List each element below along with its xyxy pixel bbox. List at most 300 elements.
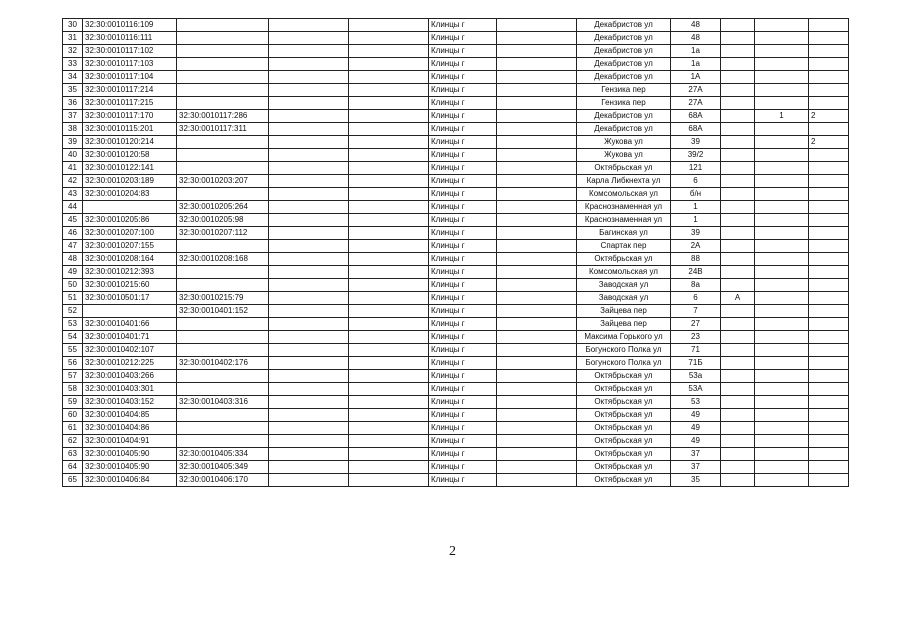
table-cell — [349, 435, 429, 448]
table-cell: Клинцы г — [429, 357, 497, 370]
table-cell — [809, 19, 849, 32]
table-cell: 2 — [809, 110, 849, 123]
table-cell — [269, 45, 349, 58]
table-cell — [349, 123, 429, 136]
table-cell: Краснознаменная ул — [577, 201, 671, 214]
table-cell: Клинцы г — [429, 201, 497, 214]
table-cell — [497, 110, 577, 123]
table-cell — [269, 175, 349, 188]
table-cell — [721, 331, 755, 344]
table-cell — [721, 279, 755, 292]
table-cell: 68А — [671, 110, 721, 123]
table-cell — [809, 344, 849, 357]
table-cell — [755, 214, 809, 227]
table-cell — [755, 136, 809, 149]
table-cell: 32:30:0010117:104 — [83, 71, 177, 84]
table-cell — [349, 266, 429, 279]
table-cell: Заводская ул — [577, 292, 671, 305]
table-cell: 121 — [671, 162, 721, 175]
table-cell — [755, 97, 809, 110]
table-cell — [721, 19, 755, 32]
table-cell: 43 — [63, 188, 83, 201]
table-cell: 32:30:0010401:66 — [83, 318, 177, 331]
table-cell: Клинцы г — [429, 266, 497, 279]
table-cell: Клинцы г — [429, 84, 497, 97]
table-cell: 1 — [671, 201, 721, 214]
table-cell: 8а — [671, 279, 721, 292]
table-cell — [497, 162, 577, 175]
table-cell — [177, 45, 269, 58]
cadastral-table — [62, 18, 849, 487]
table-cell: Карла Либкнехта ул — [577, 175, 671, 188]
table-cell — [497, 214, 577, 227]
table-row — [63, 45, 849, 58]
table-cell: Декабристов ул — [577, 45, 671, 58]
table-cell — [809, 370, 849, 383]
table-cell — [269, 448, 349, 461]
table-cell — [269, 396, 349, 409]
table-cell: Октябрьская ул — [577, 253, 671, 266]
table-cell: Клинцы г — [429, 383, 497, 396]
table-cell — [755, 461, 809, 474]
table-cell — [497, 357, 577, 370]
table-cell — [497, 240, 577, 253]
table-cell — [755, 422, 809, 435]
table-cell — [809, 201, 849, 214]
table-cell: Комсомольская ул — [577, 188, 671, 201]
table-cell — [497, 45, 577, 58]
table-cell — [755, 227, 809, 240]
table-cell — [177, 149, 269, 162]
table-cell — [269, 123, 349, 136]
table-cell: 32:30:0010501:17 — [83, 292, 177, 305]
table-cell: 32:30:0010116:111 — [83, 32, 177, 45]
table-cell: 32:30:0010117:215 — [83, 97, 177, 110]
table-cell — [349, 136, 429, 149]
table-cell — [721, 136, 755, 149]
table-cell — [809, 409, 849, 422]
table-cell — [497, 474, 577, 487]
table-cell — [497, 266, 577, 279]
table-cell — [497, 136, 577, 149]
table-cell — [497, 461, 577, 474]
table-cell — [349, 19, 429, 32]
table-cell — [349, 162, 429, 175]
table-cell — [809, 214, 849, 227]
table-cell — [349, 344, 429, 357]
table-cell — [269, 227, 349, 240]
table-cell — [269, 110, 349, 123]
table-cell — [349, 32, 429, 45]
table-row — [63, 32, 849, 45]
table-cell: 64 — [63, 461, 83, 474]
table-row — [63, 435, 849, 448]
table-cell: 7 — [671, 305, 721, 318]
table-cell: 35 — [63, 84, 83, 97]
table-cell: Клинцы г — [429, 292, 497, 305]
table-cell — [809, 149, 849, 162]
table-cell — [721, 318, 755, 331]
table-cell: 32:30:0010405:90 — [83, 448, 177, 461]
table-cell — [497, 448, 577, 461]
table-cell — [721, 45, 755, 58]
table-cell: 32:30:0010208:164 — [83, 253, 177, 266]
table-cell — [497, 71, 577, 84]
table-cell — [755, 331, 809, 344]
table-cell — [269, 84, 349, 97]
table-cell: 32:30:0010120:58 — [83, 149, 177, 162]
table-cell: 36 — [63, 97, 83, 110]
table-cell — [177, 97, 269, 110]
table-row — [63, 123, 849, 136]
table-row — [63, 253, 849, 266]
table-cell: Клинцы г — [429, 474, 497, 487]
table-cell — [721, 188, 755, 201]
table-cell — [809, 253, 849, 266]
table-cell: 1а — [671, 45, 721, 58]
table-cell — [349, 227, 429, 240]
table-cell — [721, 71, 755, 84]
table-cell — [497, 227, 577, 240]
table-cell: 32:30:0010405:349 — [177, 461, 269, 474]
table-cell — [809, 318, 849, 331]
table-cell: Гензика пер — [577, 84, 671, 97]
table-cell — [177, 370, 269, 383]
table-cell: 51 — [63, 292, 83, 305]
table-cell: Клинцы г — [429, 214, 497, 227]
table-cell — [809, 240, 849, 253]
table-cell — [177, 32, 269, 45]
table-cell — [755, 409, 809, 422]
table-cell — [83, 305, 177, 318]
table-cell — [349, 318, 429, 331]
table-cell — [809, 58, 849, 71]
table-cell — [809, 461, 849, 474]
table-cell: 68А — [671, 123, 721, 136]
table-cell — [349, 45, 429, 58]
table-cell: Клинцы г — [429, 188, 497, 201]
table-cell: 32:30:0010117:170 — [83, 110, 177, 123]
table-cell: Клинцы г — [429, 331, 497, 344]
table-cell — [177, 266, 269, 279]
table-cell — [809, 45, 849, 58]
table-cell: 53 — [63, 318, 83, 331]
table-cell — [497, 19, 577, 32]
table-cell: Клинцы г — [429, 344, 497, 357]
table-cell: 32 — [63, 45, 83, 58]
table-cell — [269, 305, 349, 318]
table-cell: Декабристов ул — [577, 32, 671, 45]
table-cell: 48 — [671, 32, 721, 45]
table-cell: 53А — [671, 383, 721, 396]
table-cell — [721, 422, 755, 435]
table-cell: 35 — [671, 474, 721, 487]
table-cell: Гензика пер — [577, 97, 671, 110]
table-cell — [269, 474, 349, 487]
table-cell — [721, 84, 755, 97]
table-cell: Клинцы г — [429, 123, 497, 136]
table-row — [63, 344, 849, 357]
table-cell — [497, 97, 577, 110]
table-cell — [809, 266, 849, 279]
table-cell — [755, 383, 809, 396]
table-cell: 1А — [671, 71, 721, 84]
table-cell — [269, 97, 349, 110]
table-cell — [809, 188, 849, 201]
table-cell — [349, 188, 429, 201]
table-cell: Декабристов ул — [577, 71, 671, 84]
table-cell — [809, 175, 849, 188]
table-cell: 32:30:0010207:112 — [177, 227, 269, 240]
table-cell — [177, 344, 269, 357]
table-cell: Клинцы г — [429, 461, 497, 474]
table-cell — [269, 357, 349, 370]
table-cell: 2 — [809, 136, 849, 149]
table-cell: 42 — [63, 175, 83, 188]
table-cell: 32:30:0010120:214 — [83, 136, 177, 149]
table-row — [63, 188, 849, 201]
table-row — [63, 175, 849, 188]
table-cell — [269, 162, 349, 175]
table-cell — [809, 331, 849, 344]
table-row — [63, 58, 849, 71]
table-cell: 32:30:0010203:189 — [83, 175, 177, 188]
table-cell — [349, 383, 429, 396]
table-row — [63, 71, 849, 84]
table-cell: Клинцы г — [429, 97, 497, 110]
table-cell — [497, 435, 577, 448]
table-cell: Клинцы г — [429, 253, 497, 266]
table-cell: 32:30:0010117:286 — [177, 110, 269, 123]
table-cell: 48 — [63, 253, 83, 266]
table-cell: 32:30:0010212:393 — [83, 266, 177, 279]
table-cell — [269, 422, 349, 435]
table-cell: Октябрьская ул — [577, 370, 671, 383]
table-cell — [755, 344, 809, 357]
table-cell — [269, 201, 349, 214]
table-cell: 32:30:0010401:71 — [83, 331, 177, 344]
table-cell — [755, 58, 809, 71]
table-cell: Октябрьская ул — [577, 474, 671, 487]
table-cell: Богунского Полка ул — [577, 344, 671, 357]
table-cell — [177, 422, 269, 435]
page-number: 2 — [449, 544, 456, 559]
table-cell — [269, 149, 349, 162]
table-cell: 32:30:0010402:107 — [83, 344, 177, 357]
table-cell: 23 — [671, 331, 721, 344]
table-cell: Клинцы г — [429, 71, 497, 84]
table-cell: Клинцы г — [429, 58, 497, 71]
table-cell — [269, 435, 349, 448]
table-cell — [349, 422, 429, 435]
table-row — [63, 474, 849, 487]
table-cell — [497, 292, 577, 305]
table-cell: 6 — [671, 292, 721, 305]
table-cell: Клинцы г — [429, 240, 497, 253]
table-row — [63, 162, 849, 175]
table-row — [63, 357, 849, 370]
table-cell — [269, 214, 349, 227]
table-cell — [755, 45, 809, 58]
table-cell: 32:30:0010115:201 — [83, 123, 177, 136]
table-cell: Зайцева пер — [577, 318, 671, 331]
table-cell — [497, 396, 577, 409]
table-cell — [755, 19, 809, 32]
table-cell — [269, 292, 349, 305]
table-cell: Декабристов ул — [577, 123, 671, 136]
table-cell: 32:30:0010404:85 — [83, 409, 177, 422]
table-cell: 46 — [63, 227, 83, 240]
table-cell — [755, 279, 809, 292]
table-cell: Клинцы г — [429, 370, 497, 383]
table-cell: 37 — [671, 461, 721, 474]
table-row — [63, 110, 849, 123]
table-cell: 88 — [671, 253, 721, 266]
table-cell: 1 — [671, 214, 721, 227]
table-cell: 50 — [63, 279, 83, 292]
table-cell: 32:30:0010215:60 — [83, 279, 177, 292]
table-cell — [269, 409, 349, 422]
table-cell: Клинцы г — [429, 396, 497, 409]
table-cell — [809, 474, 849, 487]
table-cell — [177, 383, 269, 396]
table-cell: 2А — [671, 240, 721, 253]
table-cell: 1 — [755, 110, 809, 123]
table-cell — [177, 71, 269, 84]
table-row — [63, 383, 849, 396]
table-cell: 32:30:0010403:316 — [177, 396, 269, 409]
table-cell: Клинцы г — [429, 279, 497, 292]
table-cell — [721, 240, 755, 253]
table-cell: 32:30:0010405:90 — [83, 461, 177, 474]
table-cell — [721, 370, 755, 383]
table-cell: Октябрьская ул — [577, 435, 671, 448]
table-cell — [721, 110, 755, 123]
table-row — [63, 227, 849, 240]
table-row — [63, 370, 849, 383]
table-cell — [721, 253, 755, 266]
table-cell — [497, 422, 577, 435]
table-cell — [497, 123, 577, 136]
table-cell — [755, 396, 809, 409]
table-cell: 37 — [671, 448, 721, 461]
table-cell — [269, 383, 349, 396]
table-cell — [721, 396, 755, 409]
table-cell: Комсомольская ул — [577, 266, 671, 279]
table-cell: 53 — [671, 396, 721, 409]
table-row — [63, 331, 849, 344]
table-cell — [755, 71, 809, 84]
table-cell: Декабристов ул — [577, 58, 671, 71]
table-cell — [349, 201, 429, 214]
table-cell: 32:30:0010403:152 — [83, 396, 177, 409]
table-cell — [755, 370, 809, 383]
table-cell — [809, 435, 849, 448]
table-cell: Жукова ул — [577, 149, 671, 162]
table-cell: Зайцева пер — [577, 305, 671, 318]
table-cell: 32:30:0010401:152 — [177, 305, 269, 318]
table-cell — [497, 32, 577, 45]
table-cell: 32:30:0010403:301 — [83, 383, 177, 396]
table-row — [63, 84, 849, 97]
table-cell — [721, 409, 755, 422]
table-cell — [721, 162, 755, 175]
table-cell: 6 — [671, 175, 721, 188]
table-cell: Клинцы г — [429, 162, 497, 175]
table-cell — [83, 201, 177, 214]
table-row — [63, 422, 849, 435]
table-cell: Клинцы г — [429, 435, 497, 448]
table-cell — [721, 175, 755, 188]
table-cell — [497, 383, 577, 396]
table-cell: Клинцы г — [429, 149, 497, 162]
table-cell — [755, 266, 809, 279]
table-cell: 32:30:0010205:86 — [83, 214, 177, 227]
table-cell: 32:30:0010207:155 — [83, 240, 177, 253]
table-cell — [497, 305, 577, 318]
table-row — [63, 201, 849, 214]
table-cell — [497, 58, 577, 71]
table-cell: 44 — [63, 201, 83, 214]
table-cell — [721, 461, 755, 474]
table-cell: 32:30:0010406:84 — [83, 474, 177, 487]
table-cell: Клинцы г — [429, 136, 497, 149]
table-cell — [269, 253, 349, 266]
table-cell — [269, 318, 349, 331]
table-cell: 59 — [63, 396, 83, 409]
table-cell: 53а — [671, 370, 721, 383]
table-cell: 52 — [63, 305, 83, 318]
table-row — [63, 305, 849, 318]
table-cell — [349, 305, 429, 318]
table-cell — [497, 188, 577, 201]
table-cell — [809, 396, 849, 409]
table-cell — [809, 123, 849, 136]
table-cell: 32:30:0010117:214 — [83, 84, 177, 97]
table-cell — [755, 474, 809, 487]
table-cell: Максима Горького ул — [577, 331, 671, 344]
table-cell: 56 — [63, 357, 83, 370]
table-cell: 48 — [671, 19, 721, 32]
table-row — [63, 396, 849, 409]
table-row — [63, 240, 849, 253]
table-cell: Спартак пер — [577, 240, 671, 253]
table-row — [63, 149, 849, 162]
table-cell — [177, 409, 269, 422]
table-cell: 32:30:0010405:334 — [177, 448, 269, 461]
table-row — [63, 136, 849, 149]
table-cell — [177, 318, 269, 331]
table-cell — [177, 58, 269, 71]
table-cell: 32:30:0010215:79 — [177, 292, 269, 305]
table-cell: 62 — [63, 435, 83, 448]
table-cell — [177, 162, 269, 175]
table-cell — [349, 357, 429, 370]
table-cell — [177, 240, 269, 253]
table-cell: Клинцы г — [429, 305, 497, 318]
table-cell — [755, 188, 809, 201]
table-cell — [721, 58, 755, 71]
table-cell — [349, 71, 429, 84]
table-cell: Октябрьская ул — [577, 383, 671, 396]
table-cell: 32:30:0010403:266 — [83, 370, 177, 383]
table-cell: 32:30:0010404:91 — [83, 435, 177, 448]
table-cell — [809, 279, 849, 292]
table-cell — [755, 201, 809, 214]
table-cell: А — [721, 292, 755, 305]
table-cell: 39 — [671, 227, 721, 240]
table-cell — [269, 58, 349, 71]
